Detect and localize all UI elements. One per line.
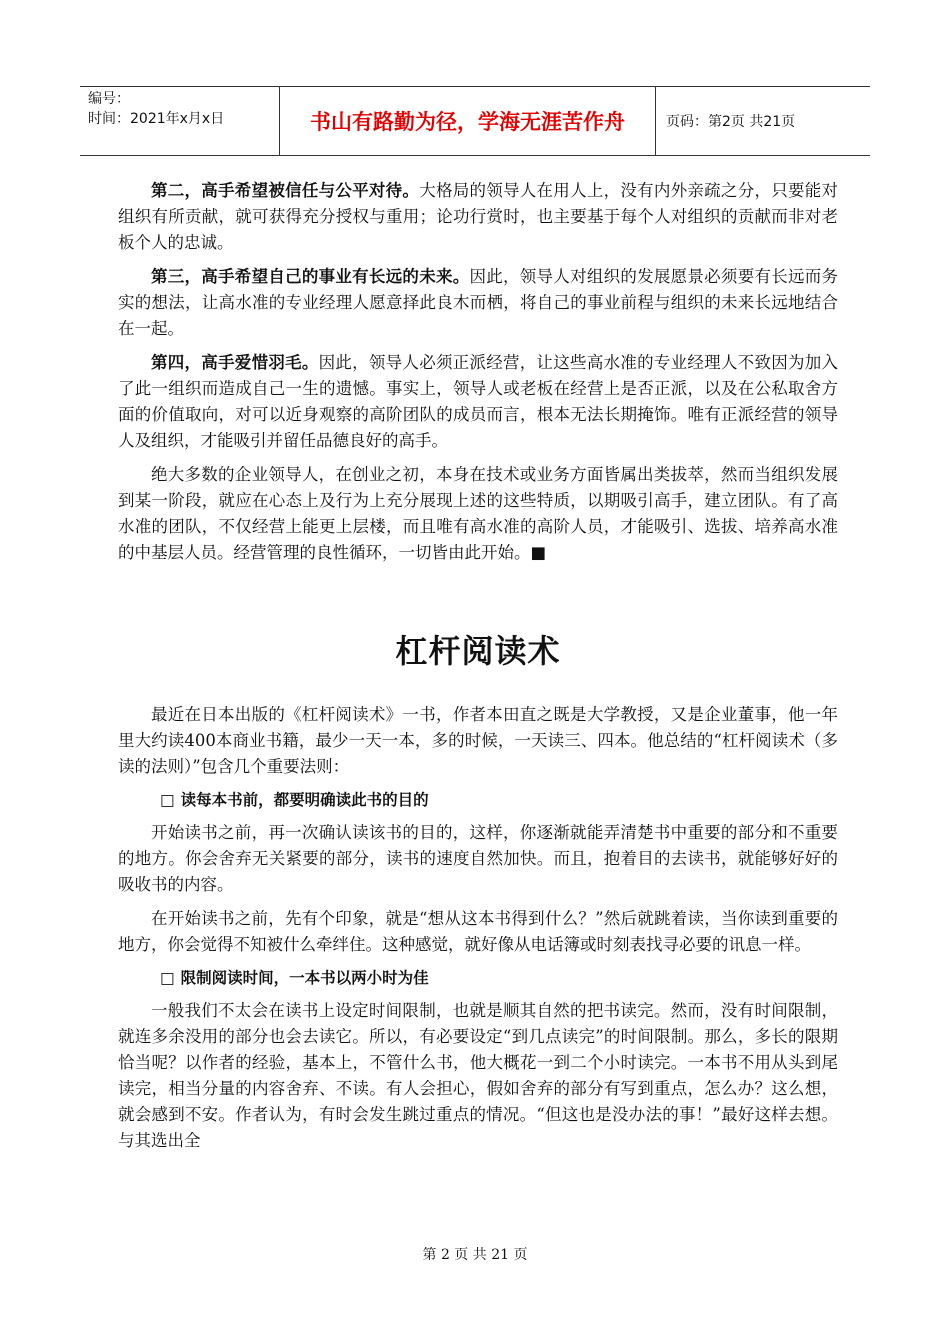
header-meta xyxy=(80,87,280,155)
rule2-paragraph-1: 一般我们不太会在读书上设定时间限制，也就是顺其自然的把书读完。然而，没有时间限制，就连多余没用的部分也会去读它。所以，有必要设定“到几点读完”的时间限制。那么，多长的限期恰当呢？以作者的经验，基本上，不管什么书，他大概花一到二个小时读完。一本书不用从头到尾读完，相当分量的内容舍弃、不读。有人会担心，假如舍弃的部分有写到重点，怎么办？这么想，就会感到不安。作者认为，有时会发生跳过重点的情况。“但这也是没办法的事！”最好这样去想。与其选出全 xyxy=(118,1001,838,1150)
paragraph-point-2: 第二，高手希望被信任与公平对待。大格局的领导人在用人上，没有内外亲疏之分，只要能对组织有所贡献，就可获得充分授权与重用；论功行赏时，也主要基于每个人对组织的贡献而非对老板个人的忠诚。 xyxy=(118,181,839,252)
paragraph-point-3: 第三，高手希望自己的事业有长远的未来。因此，领导人对组织的发展愿景必须要有长远而务实的想法，让高水准的专业经理人愿意择此良木而栖，将自己的事业前程与组织的未来长远地结合在一起。 xyxy=(118,267,839,338)
paragraph-conclusion: 绝大多数的企业领导人，在创业之初，本身在技术或业务方面皆属出类拔萃，然而当组织发展到某一阶段，就应在心态上及行为上充分展现上述的这些特质，以期吸引高手，建立团队。有了高水准的团队，不仅经营上能更上层楼，而且唯有高水准的高阶人员，才能吸引、选拔、培养高水准的中基层人员。经营管理的良性循环，一切皆由此开始。■ xyxy=(118,465,838,562)
article-title: 杠杆阅读术 xyxy=(395,632,561,670)
page-header xyxy=(80,86,870,156)
article-intro: 最近在日本出版的《杠杆阅读术》一书，作者本田直之既是大学教授，又是企业董事，他一年里大约读400本商业书籍，最少一天一本，多的时候，一天读三、四本。他总结的“杠杆阅读术（多读的法则）”包含几个重要法则： xyxy=(118,705,838,776)
header-page-info: 页码：第2页 共21页 xyxy=(666,114,796,130)
checkbox-square-icon: □ xyxy=(160,791,175,809)
document-number-label: 编号： xyxy=(88,91,130,107)
header-motto: 书山有路勤为径，学海无涯苦作舟 xyxy=(280,87,656,155)
rule1-paragraph-1: 开始读书之前，再一次确认读该书的目的，这样，你逐渐就能弄清楚书中重要的部分和不重要的地方。你会舍弃无关紧要的部分，读书的速度自然加快。而且，抱着目的去读书，就能够好好的吸收书的内容。 xyxy=(118,823,838,894)
page-footer: 第 2 页 共 21 页 xyxy=(422,1247,528,1263)
rule1-paragraph-2: 在开始读书之前，先有个印象，就是“想从这本书得到什么？”然后就跳着读，当你读到重要的地方，你会觉得不知被什么牵绊住。这种感觉，就好像从电话簿或时刻表找寻必要的讯息一样。 xyxy=(118,909,838,954)
rule-heading-2: □ 限制阅读时间，一本书以两小时为佳 xyxy=(160,969,429,987)
checkbox-square-icon: □ xyxy=(160,969,175,987)
paragraph-point-4: 第四，高手爱惜羽毛。因此，领导人必须正派经营，让这些高水准的专业经理人不致因为加入了此一组织而造成自己一生的遗憾。事实上，领导人或老板在经营上是否正派，以及在公私取舍方面的价值取向，对可以近身观察的高阶团队的成员而言，根本无法长期掩饰。唯有正派经营的领导人及组织，才能吸引并留任品德良好的高手。 xyxy=(118,353,838,450)
rule-heading-1: □ 读每本书前，都要明确读此书的目的 xyxy=(160,791,429,809)
document-body xyxy=(118,178,838,1162)
document-time-label: 时间：2021年x月x日 xyxy=(88,111,225,127)
